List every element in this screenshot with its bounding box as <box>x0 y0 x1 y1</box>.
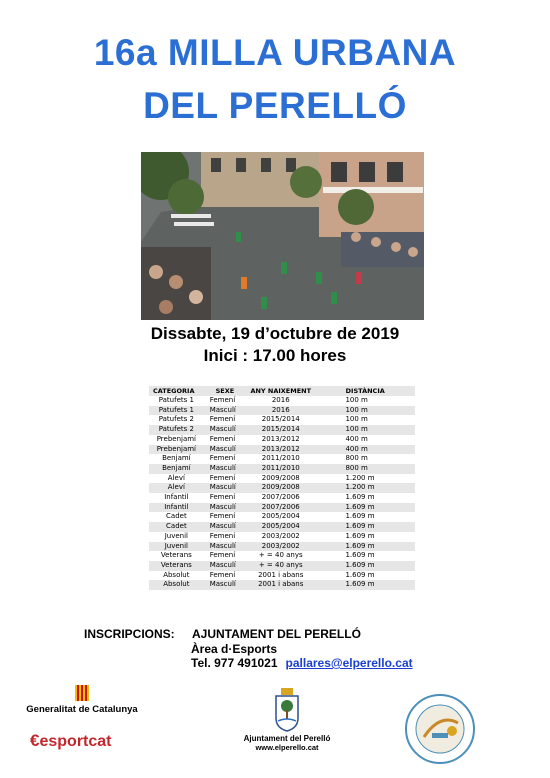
table-row <box>149 415 415 425</box>
event-start-time: Inici : 17.00 hores <box>203 346 347 365</box>
table-row <box>149 580 415 590</box>
table-body <box>149 396 415 590</box>
cell-categoria: Patufets 1 <box>158 396 194 404</box>
cell-sexe: Femení <box>209 454 236 463</box>
cell-sexe: Femení <box>209 531 236 540</box>
table-row <box>149 532 415 542</box>
table-row <box>149 561 415 571</box>
esportcat-logo <box>30 731 112 751</box>
cell-categoria: Cadet <box>149 522 204 532</box>
cell-categoria: Prebenjamí <box>149 445 204 455</box>
cell-categoria: Absolut <box>163 570 190 579</box>
table-row <box>149 396 415 406</box>
table-row <box>149 503 415 513</box>
cell-categoria: Infantil <box>149 503 204 513</box>
header-sexe: SEXE <box>204 386 246 396</box>
inscriptions-contact <box>191 656 413 671</box>
cell-distancia: 1.609 m <box>315 580 415 590</box>
inscriptions-email-link[interactable]: pallares@elperello.cat <box>285 656 413 670</box>
cell-sexe: Femení <box>209 434 236 443</box>
cell-distancia: 1.609 m <box>345 512 375 521</box>
generalitat-text: Generalitat de Catalunya <box>26 704 138 715</box>
cell-categoria: Patufets 1 <box>149 406 204 416</box>
header-any-naixement: ANY NAIXEMENT <box>246 386 315 396</box>
table-row <box>149 406 415 416</box>
cell-distancia: 100 m <box>345 396 368 404</box>
cell-sexe: Masculí <box>204 464 246 474</box>
cell-any-naixement: 2005/2004 <box>246 522 315 532</box>
senyera-icon <box>75 685 89 701</box>
cell-categoria: Veterans <box>149 561 204 571</box>
cell-any-naixement: 2005/2004 <box>261 512 300 521</box>
poster-title-line-2: DEL PERELLÓ <box>143 85 407 126</box>
cell-distancia: 1.609 m <box>315 503 415 513</box>
cell-sexe: Femení <box>209 551 236 560</box>
cell-sexe: Femení <box>209 396 236 404</box>
table-row <box>149 542 415 552</box>
cell-distancia: 100 m <box>315 406 415 416</box>
cell-distancia: 100 m <box>315 425 415 435</box>
cell-distancia: 100 m <box>345 415 368 424</box>
table-row <box>149 551 415 561</box>
cell-distancia: 800 m <box>345 454 368 463</box>
cell-any-naixement: 2016 <box>271 396 290 404</box>
table-header-row <box>149 386 415 396</box>
table-row <box>149 435 415 445</box>
cell-categoria: Juvenil <box>149 542 204 552</box>
table-row <box>149 493 415 503</box>
ajuntament-website: www.elperello.cat <box>255 743 319 752</box>
cell-categoria: Infantil <box>164 493 189 502</box>
cell-sexe: Masculí <box>204 542 246 552</box>
cell-any-naixement: 2011/2010 <box>261 454 300 463</box>
cell-sexe: Masculí <box>204 445 246 455</box>
cell-distancia: 1.609 m <box>345 551 375 560</box>
cell-any-naixement: 2003/2002 <box>246 542 315 552</box>
cell-distancia: 800 m <box>315 464 415 474</box>
cell-distancia: 1.609 m <box>345 570 375 579</box>
cell-any-naixement: 2001 i abans <box>246 580 315 590</box>
cell-categoria: Prebenjamí <box>156 434 197 443</box>
header-distancia: DISTÀNCIA <box>315 386 415 396</box>
cell-categoria: Benjamí <box>149 464 204 474</box>
cell-categoria: Absolut <box>149 580 204 590</box>
cell-sexe: Femení <box>209 570 236 579</box>
cell-any-naixement: + = 40 anys <box>258 551 303 560</box>
poster-title-line-1: 16a MILLA URBANA <box>93 32 457 73</box>
inscriptions-label: INSCRIPCIONS: <box>84 627 175 641</box>
generalitat-logo <box>26 685 138 715</box>
esportcat-icon: € <box>30 731 40 750</box>
cell-any-naixement: 2007/2006 <box>246 503 315 513</box>
cell-sexe: Masculí <box>204 406 246 416</box>
table-row <box>149 512 415 522</box>
cell-any-naixement: 2013/2012 <box>246 445 315 455</box>
table-row <box>149 445 415 455</box>
cell-distancia: 400 m <box>345 434 368 443</box>
cell-categoria: Aleví <box>167 473 185 482</box>
cell-categoria: Juvenil <box>164 531 188 540</box>
cell-categoria: Patufets 2 <box>158 415 194 424</box>
cell-sexe: Masculí <box>204 503 246 513</box>
cell-distancia: 1.609 m <box>315 522 415 532</box>
cell-any-naixement: 2015/2014 <box>261 415 300 424</box>
town-shield-icon <box>274 688 300 732</box>
cell-categoria: Cadet <box>166 512 187 521</box>
club-seal-logo <box>404 693 476 770</box>
race-photo <box>141 152 424 320</box>
cell-sexe: Femení <box>209 415 236 424</box>
cell-distancia: 1.200 m <box>315 483 415 493</box>
cell-any-naixement: 2016 <box>246 406 315 416</box>
ajuntament-logo <box>232 688 342 752</box>
cell-any-naixement: 2011/2010 <box>246 464 315 474</box>
table-row <box>149 522 415 532</box>
cell-distancia: 1.609 m <box>315 561 415 571</box>
cell-any-naixement: 2001 i abans <box>258 570 304 579</box>
ajuntament-name: Ajuntament del Perelló <box>243 734 331 743</box>
cell-categoria: Veterans <box>160 551 192 560</box>
cell-categoria: Benjamí <box>162 454 191 463</box>
header-categoria: CATEGORIA <box>149 386 204 396</box>
cell-distancia: 1.200 m <box>345 473 375 482</box>
cell-any-naixement: 2009/2008 <box>261 473 300 482</box>
inscriptions-phone: Tel. 977 491021 <box>191 656 278 670</box>
table-row <box>149 464 415 474</box>
cell-sexe: Masculí <box>204 425 246 435</box>
cell-any-naixement: 2007/2006 <box>261 493 300 502</box>
table-row <box>149 571 415 581</box>
esportcat-text: esportcat <box>39 733 112 750</box>
cell-distancia: 400 m <box>315 445 415 455</box>
cell-any-naixement: 2013/2012 <box>261 434 300 443</box>
cell-distancia: 1.609 m <box>315 542 415 552</box>
cell-any-naixement: 2015/2014 <box>246 425 315 435</box>
cell-sexe: Masculí <box>204 483 246 493</box>
cell-any-naixement: 2003/2002 <box>261 531 300 540</box>
cell-categoria: Aleví <box>149 483 204 493</box>
cell-sexe: Femení <box>209 512 236 521</box>
cell-sexe: Masculí <box>204 580 246 590</box>
table-row <box>149 483 415 493</box>
inscriptions-area: Àrea d·Esports <box>191 642 278 656</box>
table-row <box>149 425 415 435</box>
cell-sexe: Femení <box>209 473 236 482</box>
table-row <box>149 474 415 484</box>
cell-any-naixement: 2009/2008 <box>246 483 315 493</box>
table-row <box>149 454 415 464</box>
cell-any-naixement: + = 40 anys <box>246 561 315 571</box>
inscriptions-organizer: AJUNTAMENT DEL PERELLÓ <box>192 627 361 641</box>
cell-sexe: Masculí <box>204 561 246 571</box>
cell-distancia: 1.609 m <box>345 493 375 502</box>
event-date: Dissabte, 19 d’octubre de 2019 <box>150 324 400 343</box>
categories-table <box>149 386 415 590</box>
cell-distancia: 1.609 m <box>345 531 375 540</box>
cell-sexe: Femení <box>209 493 236 502</box>
cell-categoria: Patufets 2 <box>149 425 204 435</box>
cell-sexe: Masculí <box>204 522 246 532</box>
